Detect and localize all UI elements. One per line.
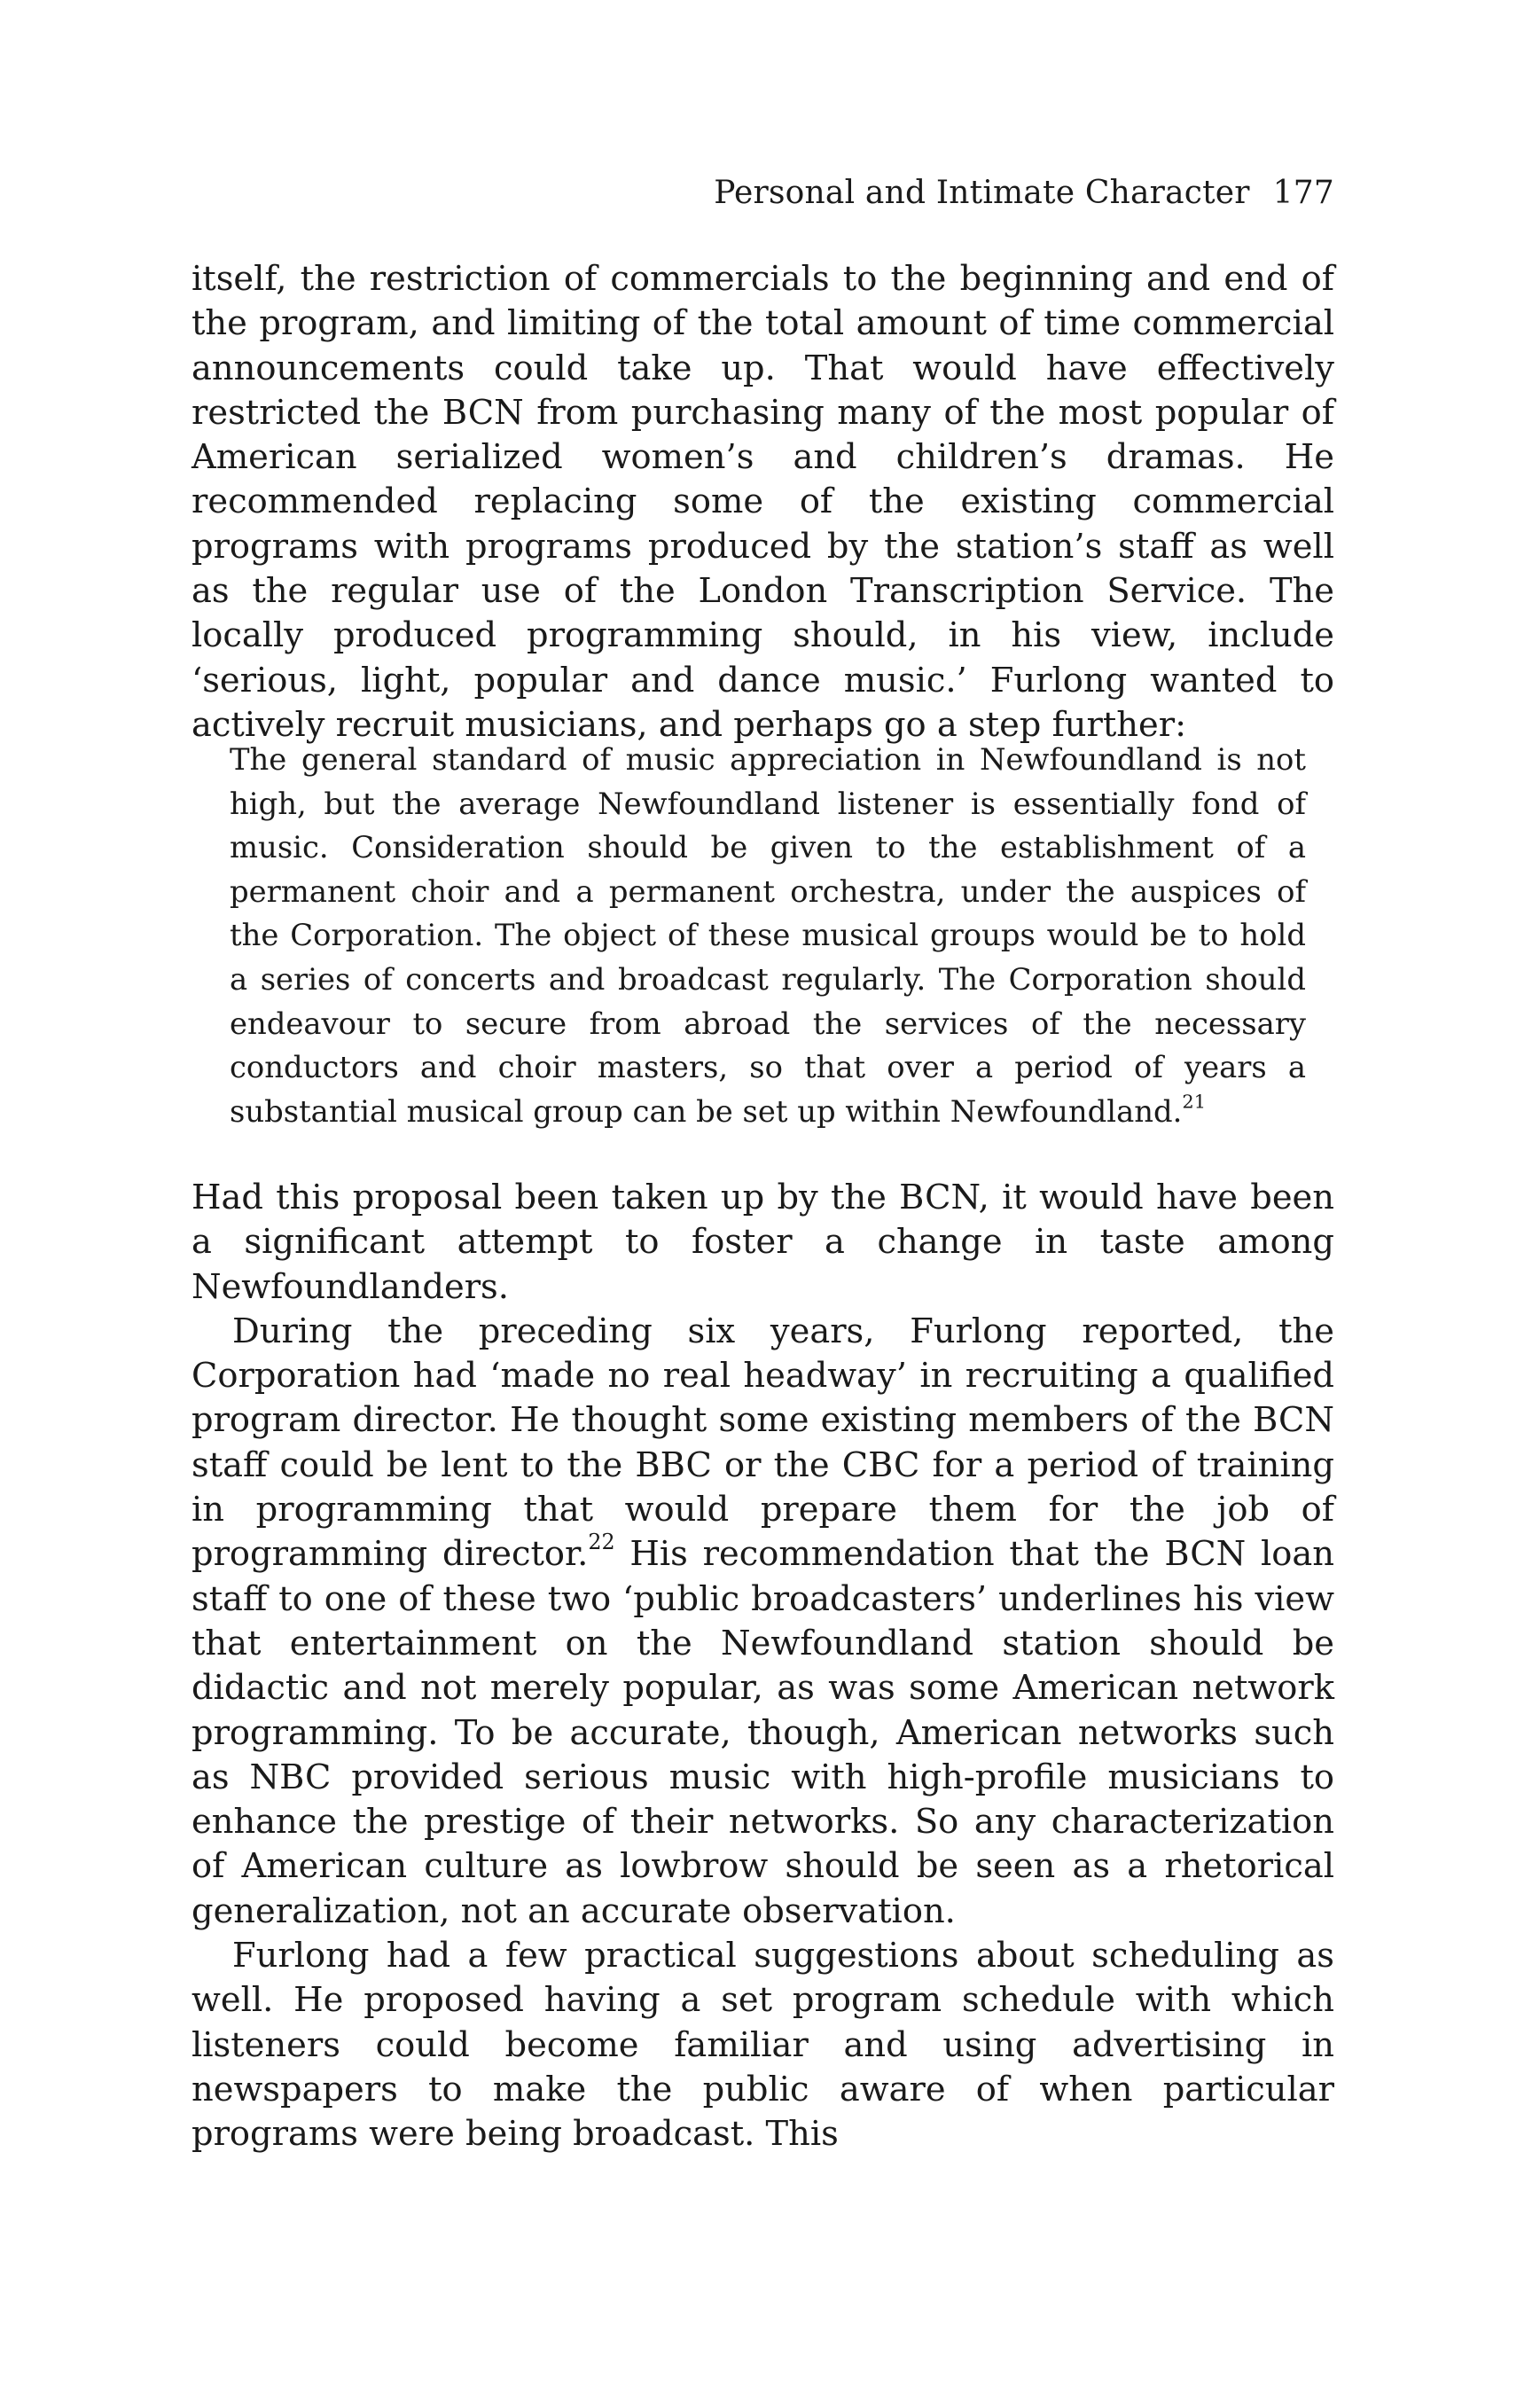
running-head-title: Personal and Intimate Character (714, 175, 1250, 211)
body-text-bottom (192, 1176, 1334, 2157)
footnote-ref-22: 22 (588, 1530, 615, 1555)
paragraph-4: Furlong had a few practical suggestions about scheduling as well. He proposed having a set program schedule with which listeners could become familiar and using advertising in newspapers to make the public aware of when particular programs were being broadcast. This (192, 1936, 1334, 2155)
block-quote-paragraph (230, 738, 1306, 1133)
paragraph-3 (192, 1310, 1334, 1934)
page-number: 177 (1272, 175, 1334, 211)
paragraph-2: Had this proposal been taken up by the BCN, it would have been a significant attempt to foster a change in taste among Newfoundlanders. (192, 1178, 1334, 1307)
footnote-ref-21: 21 (1182, 1091, 1207, 1113)
block-quote (230, 738, 1306, 1133)
paragraph-3-text-b: His recommendation that the BCN loan staff to one of these two ‘public broadcasters’ underlines his view that entertainment on the Newfoundland station should be didactic and not merely popular, as was some American network programming. To be accurate, though, American networks such as NBC provided serious music with high-profile musicians to enhance the prestige of their networks. So any characterization of American culture as lowbrow should be seen as a rhetorical generalization, not an accurate observation. (192, 1534, 1335, 1931)
paragraph-3-text-a: During the preceding six years, Furlong reported, the Corporation had ‘made no real headway’ in recruiting a qualified program director. He thought some existing members of the BCN staff could be lent to the BBC or the CBC for a period of training in programming that would prepare them for the job of programming director. (192, 1311, 1334, 1575)
body-text-top (192, 257, 1334, 747)
paragraph-1: itself, the restriction of commercials to the beginning and end of the program, and limiting of the total amount of time commercial announcements could take up. That would have effectively restricted the BCN from purchasing many of the most popular of American serialized women’s and children’s dramas. He recommended replacing some of the existing commercial programs with programs produced by the station’s staff as well as the regular use of the London Transcription Service. The locally produced programming should, in his view, include ‘serious, light, popular and dance music.’ Furlong wanted to actively recruit musicians, and perhaps go a step further: (192, 259, 1334, 745)
block-quote-text: The general standard of music appreciation in Newfoundland is not high, but the average Newfoundland listener is essentially fond of music. Consideration should be given to the establishment of a permanent choir and a permanent orchestra, under the auspices of the Corporation. The object of these musical groups would be to hold a series of concerts and broadcast regularly. The Corporation should endeavour to secure from abroad the services of the necessary conductors and choir masters, so that over a period of years a substantial musical group can be set up within Newfoundland. (230, 742, 1306, 1129)
running-head (192, 174, 1334, 213)
